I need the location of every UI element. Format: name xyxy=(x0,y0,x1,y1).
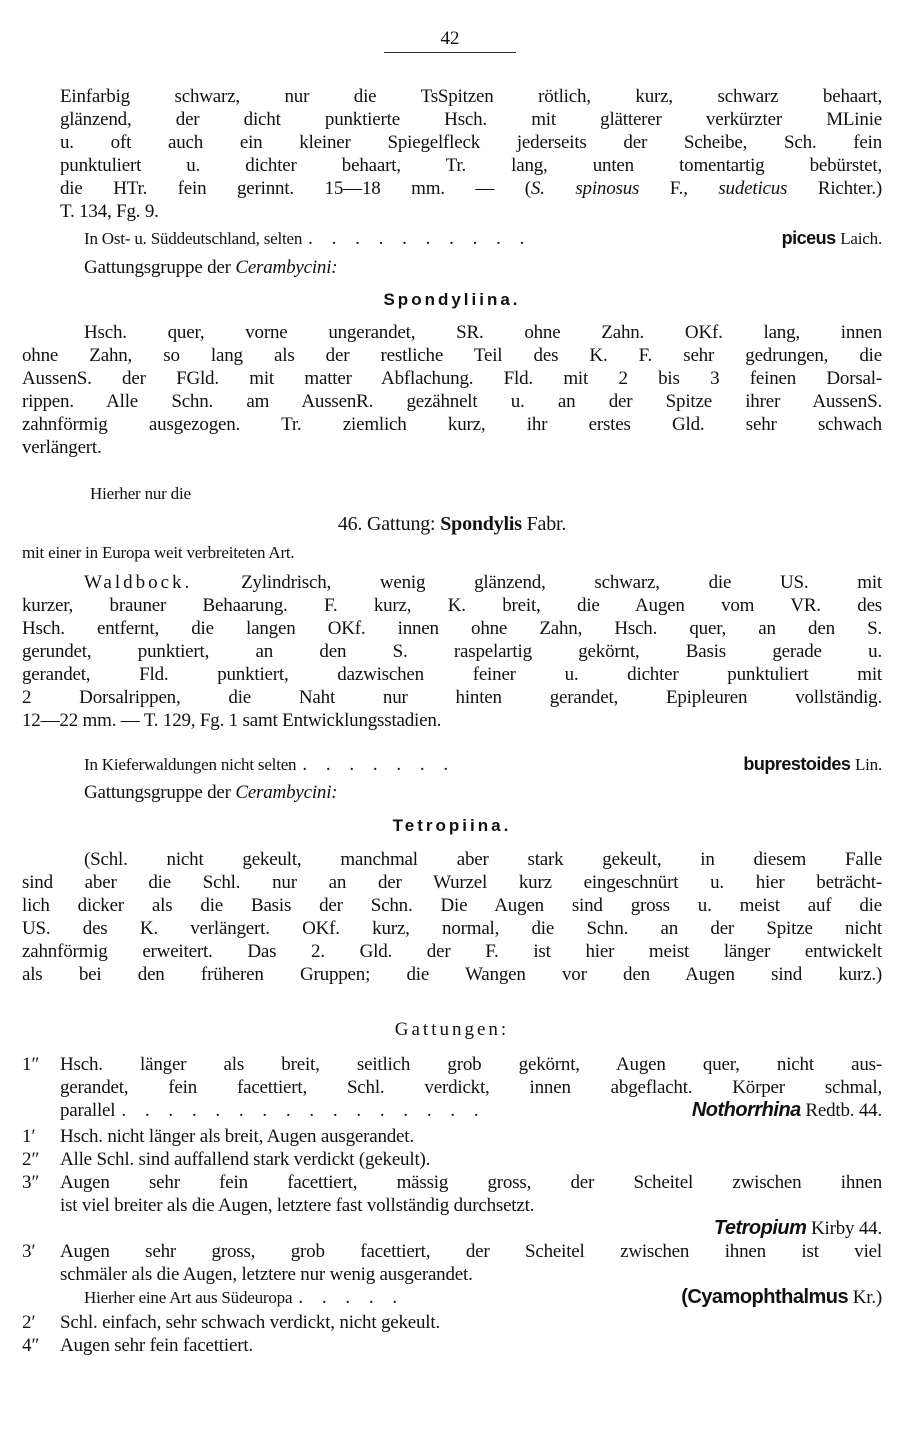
text: Gattungsgruppe der xyxy=(84,257,231,278)
synonym: sudeticus xyxy=(718,178,788,199)
group-heading xyxy=(84,781,882,804)
occurrence-line xyxy=(84,753,882,776)
key-number: 1″ xyxy=(22,1054,40,1075)
text-line: gerandet, Fld. punktiert, dazwischen feiner u. dichter punktuliert mit xyxy=(22,664,882,685)
group-heading xyxy=(84,256,882,279)
text-line: 2 Dorsalrippen, die Naht nur hinten gerandet, Epipleuren vollständig. xyxy=(22,687,882,708)
species-author: Lin. xyxy=(854,755,882,774)
text-line: Einfarbig schwarz, nur die TsSpitzen rötlich, kurz, schwarz behaart, xyxy=(60,86,882,107)
group-name: Cerambycini: xyxy=(235,782,338,803)
species-name: piceus xyxy=(781,228,836,248)
text-line: zahnförmig ausgezogen. Tr. ziemlich kurz, ihr erstes Gld. sehr schwach xyxy=(22,414,882,435)
key-line: Augen sehr fein facettiert, mässig gross, der Scheitel zwischen ihnen xyxy=(60,1172,882,1193)
leader-dots: . . . . . xyxy=(298,1287,405,1308)
text-line: sind aber die Schl. nur an der Wurzel kurz eingeschnürt u. hier beträcht- xyxy=(22,872,882,893)
key-line: Hsch. nicht länger als breit, Augen ausgerandet. xyxy=(60,1126,414,1147)
text-line: ohne Zahn, so lang als der restliche Teil des K. F. sehr gedrungen, die xyxy=(22,345,882,366)
text-line: 12—22 mm. — T. 129, Fg. 1 samt Entwicklungsstadien. xyxy=(22,710,442,731)
genus-author: Redtb. 44. xyxy=(805,1100,882,1121)
text-line: verlängert. xyxy=(22,437,102,458)
genus-heading xyxy=(22,513,882,536)
text-line: kurzer, brauner Behaarung. F. kurz, K. breit, die Augen vom VR. des xyxy=(22,595,882,616)
text-line: glänzend, der dicht punktierte Hsch. mit glätterer verkürzter MLinie xyxy=(60,109,882,130)
occurrence-line xyxy=(84,227,882,250)
text: parallel xyxy=(60,1100,116,1121)
text-line: Hierher nur die xyxy=(90,484,191,503)
genus-author: Kr.) xyxy=(852,1287,882,1308)
text-line: u. oft auch ein kleiner Spiegelfleck jederseits der Scheibe, Sch. fein xyxy=(60,132,882,153)
subtribe-heading: Tetropiina. xyxy=(392,816,512,835)
key-line xyxy=(60,1099,882,1122)
text: Zylindrisch, wenig glänzend, schwarz, die US. mit xyxy=(241,572,882,593)
text-line: lich dicker als die Basis der Schn. Die Augen sind gross u. meist auf die xyxy=(22,895,882,916)
text-line: Hsch. quer, vorne ungerandet, SR. ohne Zahn. OKf. lang, innen xyxy=(84,322,882,343)
key-line: Schl. einfach, sehr schwach verdickt, nicht gekeult. xyxy=(60,1312,441,1333)
text: F., xyxy=(639,178,719,199)
text-line: Hsch. entfernt, die langen OKf. innen ohne Zahn, Hsch. quer, an den S. xyxy=(22,618,882,639)
leader-dots: . . . . . . . . . . . . . . . . xyxy=(121,1100,486,1121)
key-number: 2′ xyxy=(22,1312,36,1333)
text-line: (Schl. nicht gekeult, manchmal aber stark gekeult, in diesem Falle xyxy=(84,849,882,870)
header-rule xyxy=(384,52,516,53)
key-number: 3′ xyxy=(22,1241,36,1262)
key-line: schmäler als die Augen, letztere nur wenig ausgerandet. xyxy=(60,1264,473,1285)
text-line: mit einer in Europa weit verbreiteten Art. xyxy=(22,543,295,562)
occurrence-text: In Kieferwaldungen nicht selten xyxy=(84,755,297,774)
genus-name: Tetropium xyxy=(713,1217,807,1239)
text: 46. Gattung: xyxy=(337,513,436,535)
key-result xyxy=(60,1217,882,1240)
key-line: Hsch. länger als breit, seitlich grob gekörnt, Augen quer, nicht aus- xyxy=(60,1054,882,1075)
page-number: 42 xyxy=(440,28,460,49)
synonym: S. spinosus xyxy=(530,178,640,199)
leader-dots: . . . . . . . xyxy=(302,754,456,775)
text: die HTr. fein gerinnt. 15—18 mm. — ( xyxy=(60,178,531,199)
species-name: buprestoides xyxy=(743,754,851,774)
text: Hierher eine Art aus Südeuropa xyxy=(84,1288,293,1307)
key-line: ist viel breiter als die Augen, letztere fast vollständig durchsetzt. xyxy=(60,1195,535,1216)
species-author: Laich. xyxy=(840,229,882,248)
genus-author: Kirby 44. xyxy=(810,1218,882,1239)
text-line: zahnförmig erweitert. Das 2. Gld. der F. ist hier meist länger entwickelt xyxy=(22,941,882,962)
text-line: US. des K. verlängert. OKf. kurz, normal, die Schn. an der Spitze nicht xyxy=(22,918,882,939)
subtribe-heading: Spondyliina. xyxy=(383,290,521,309)
common-name: Waldbock. xyxy=(84,572,193,593)
key-number: 2″ xyxy=(22,1149,40,1170)
key-number: 3″ xyxy=(22,1172,40,1193)
text-line xyxy=(60,177,882,200)
key-number: 1′ xyxy=(22,1126,36,1147)
genus-author: Fabr. xyxy=(526,513,567,535)
text-line: als bei den früheren Gruppen; die Wangen vor den Augen sind kurz.) xyxy=(22,964,882,985)
text-line: AussenS. der FGld. mit matter Abflachung. Fld. mit 2 bis 3 feinen Dorsal- xyxy=(22,368,882,389)
genus-name: Spondylis xyxy=(440,513,522,535)
text-line xyxy=(84,571,882,594)
genus-name: Nothorrhina xyxy=(691,1099,801,1121)
text: Richter.) xyxy=(787,178,883,199)
group-name: Cerambycini: xyxy=(235,257,338,278)
key-line xyxy=(84,1286,882,1309)
leader-dots: . . . . . . . . . . xyxy=(308,228,532,249)
text-line: rippen. Alle Schn. am AussenR. gezähnelt u. an der Spitze ihrer AussenS. xyxy=(22,391,882,412)
occurrence-text: In Ost- u. Süddeutschland, selten xyxy=(84,229,303,248)
genus-name: (Cyamophthalmus xyxy=(681,1286,849,1308)
key-line: Augen sehr gross, grob facettiert, der Scheitel zwischen ihnen ist viel xyxy=(60,1241,882,1262)
text: Gattungsgruppe der xyxy=(84,782,231,803)
text-line: gerundet, punktiert, an den S. raspelartig gekörnt, Basis gerade u. xyxy=(22,641,882,662)
key-line: gerandet, fein facettiert, Schl. verdickt, innen abgeflacht. Körper schmal, xyxy=(60,1077,882,1098)
key-line: Augen sehr fein facettiert. xyxy=(60,1335,253,1356)
text-line: punktuliert u. dichter behaart, Tr. lang, unten tomentartig bebürstet, xyxy=(60,155,882,176)
key-heading: Gattungen: xyxy=(394,1019,510,1040)
key-line: Alle Schl. sind auffallend stark verdickt (gekeult). xyxy=(60,1149,431,1170)
key-number: 4″ xyxy=(22,1335,40,1356)
text-line: T. 134, Fg. 9. xyxy=(60,201,159,222)
